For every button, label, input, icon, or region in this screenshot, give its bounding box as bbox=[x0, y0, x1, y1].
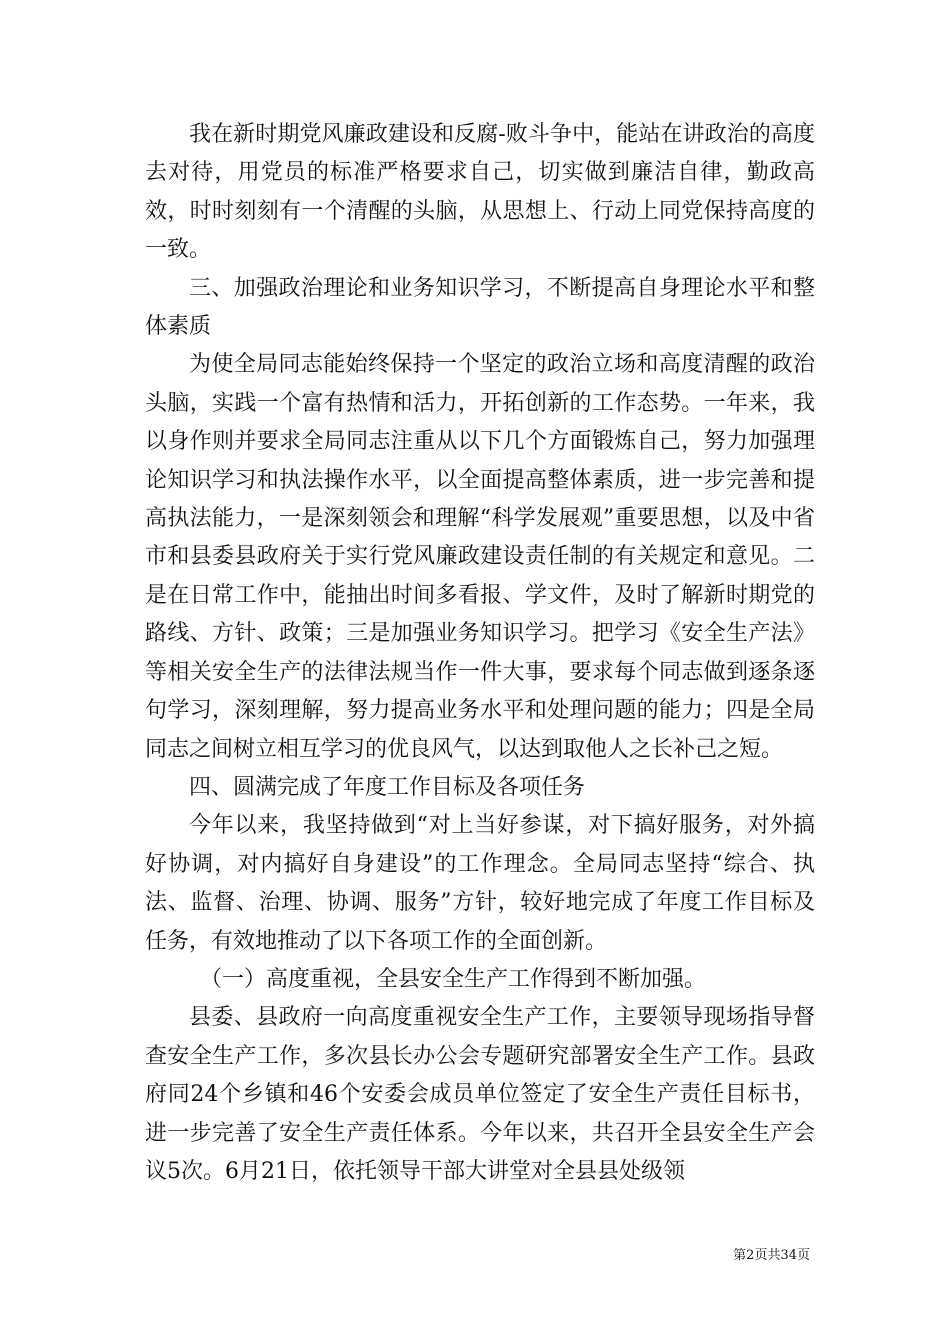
paragraph-safety-production: 县委、县政府一向高度重视安全生产工作，主要领导现场指导督查安全生产工作，多次县长办公会专题研究部署安全生产工作。县政府同24个乡镇和46个安委会成员单位签定了安全生产责任目标书，进一步完善了安全生产责任体系。今年以来，共召开全县安全生产会议5次。6月21日，依托领导干部大讲堂对全县县处级领 bbox=[145, 1005, 815, 1184]
section-heading-three: 三、加强政治理论和业务知识学习，不断提高自身理论水平和整体素质 bbox=[145, 275, 815, 340]
subsection-heading-one: （一）高度重视，全县安全生产工作得到不断加强。 bbox=[200, 966, 707, 992]
paragraph-anticorruption: 我在新时期党风廉政建设和反腐-败斗争中，能站在讲政治的高度去对待，用党员的标准严格要求自己，切实做到廉洁自律，勤政高效，时时刻刻有一个清醒的头脑，从思想上、行动上同党保持高度的一致。 bbox=[145, 122, 815, 263]
paragraph-study: 为使全局同志能始终保持一个坚定的政治立场和高度清醒的政治头脑，实践一个富有热情和活力，开拓创新的工作态势。一年来，我以身作则并要求全局同志注重从以下几个方面锻炼自己，努力加强理论知识学习和执法操作水平，以全面提高整体素质，进一步完善和提高执法能力，一是深刻领会和理解“科学发展观”重要思想，以及中省市和县委县政府关于实行党风廉政建设责任制的有关规定和意见。二是在日常工作中，能抽出时间多看报、学文件，及时了解新时期党的路线、方针、政策；三是加强业务知识学习。把学习《安全生产法》等相关安全生产的法律法规当作一件大事，要求每个同志做到逐条逐句学习，深刻理解，努力提高业务水平和处理问题的能力；四是全局同志之间树立相互学习的优良风气，以达到取他人之长补己之短。 bbox=[145, 352, 815, 762]
paragraph-work-philosophy: 今年以来，我坚持做到“对上当好参谋，对下搞好服务，对外搞好协调，对内搞好自身建设”的工作理念。全局同志坚持“综合、执法、监督、治理、协调、服务”方针，较好地完成了年度工作目标及任务，有效地推动了以下各项工作的全面创新。 bbox=[145, 813, 815, 954]
page-number-footer: 第2页共34页 bbox=[733, 1248, 810, 1263]
section-heading-four: 四、圆满完成了年度工作目标及各项任务 bbox=[189, 774, 586, 800]
document-body bbox=[145, 116, 815, 1191]
